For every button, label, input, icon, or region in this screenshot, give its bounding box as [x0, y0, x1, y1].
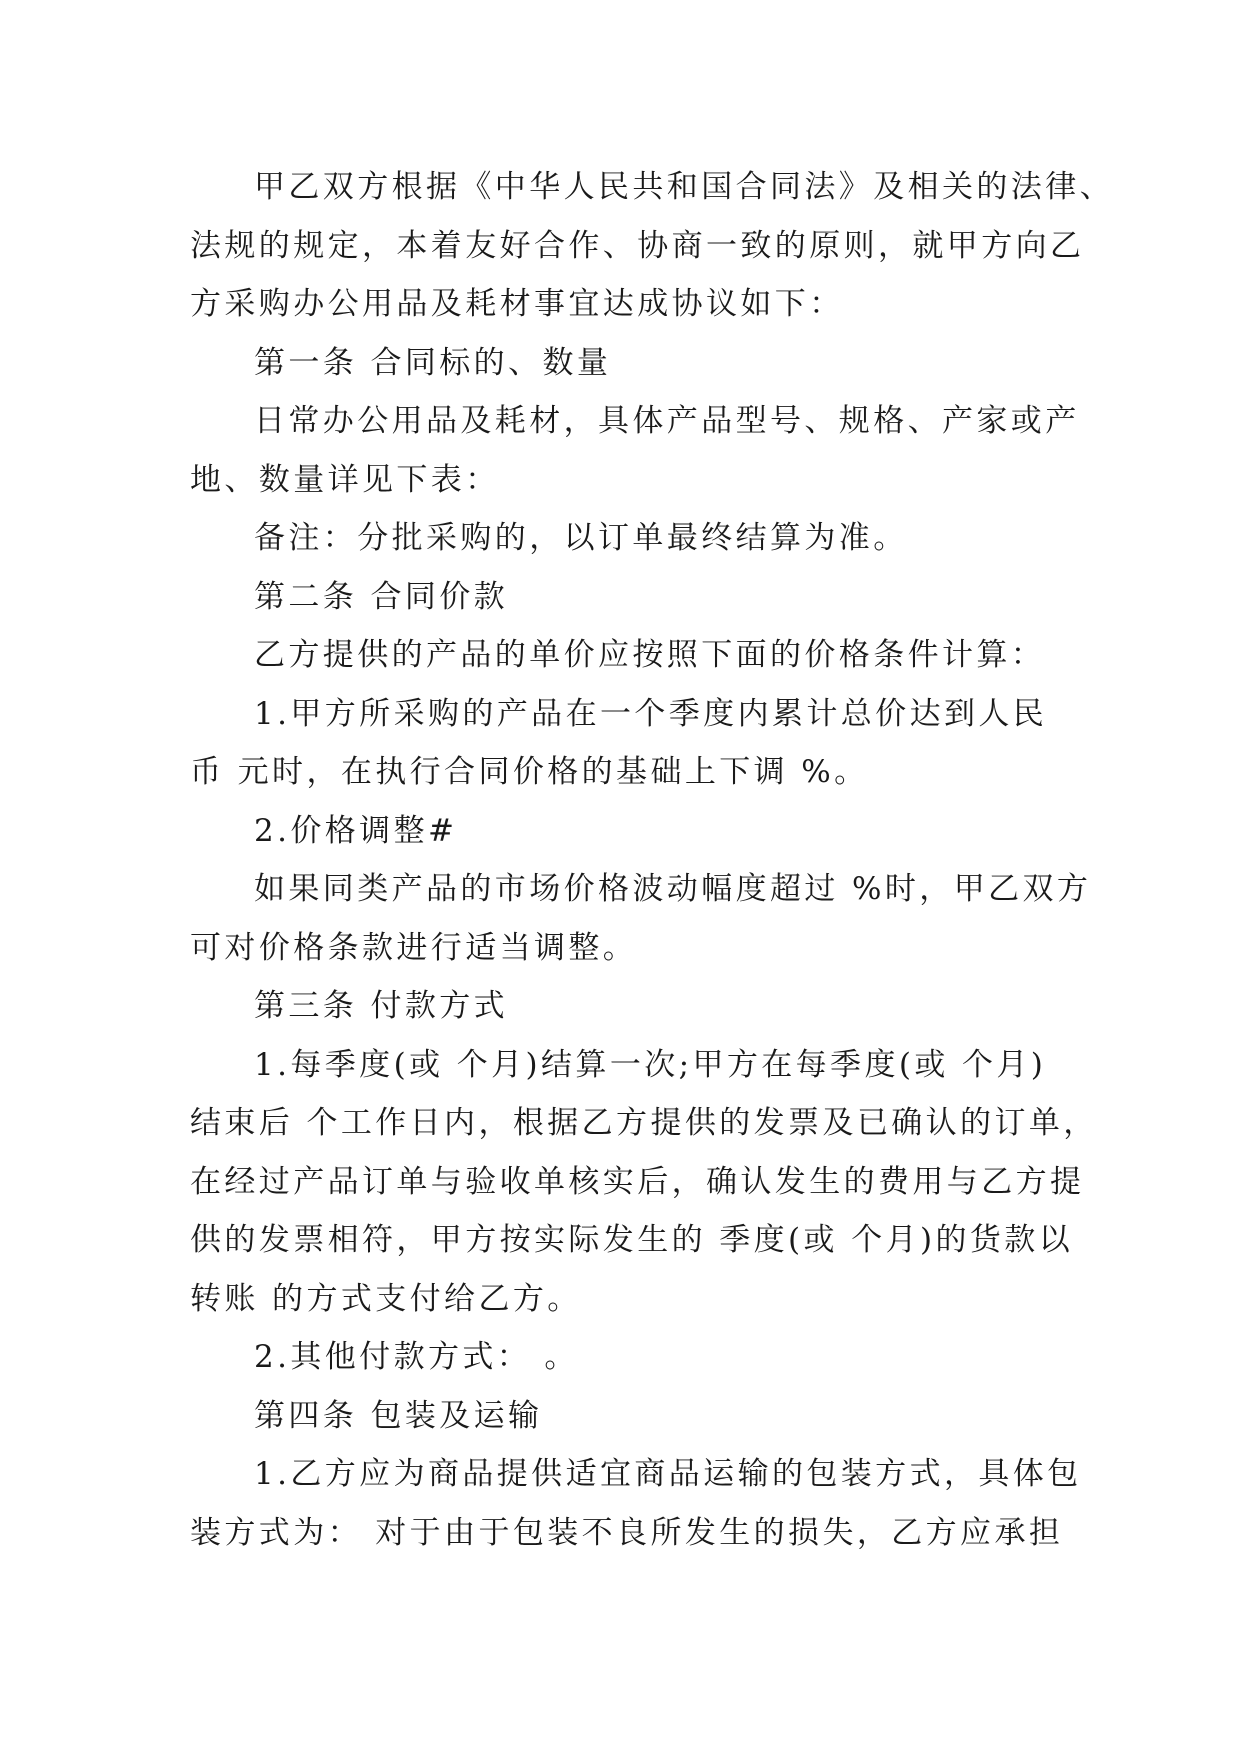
text-line: 1.甲方所采购的产品在一个季度内累计总价达到人民 [254, 695, 1048, 732]
text-line: 在经过产品订单与验收单核实后，确认发生的费用与乙方提 [190, 1163, 1085, 1200]
text-line: 结束后 个工作日内，根据乙方提供的发票及已确认的订单， [190, 1105, 1098, 1141]
text-line: 供的发票相符，甲方按实际发生的 季度(或 个月)的货款以 [190, 1222, 1074, 1258]
section-heading: 第三条 付款方式 [254, 988, 509, 1024]
text-line: 如果同类产品的市场价格波动幅度超过 %时，甲乙双方 [254, 871, 1092, 907]
section-heading: 第四条 包装及运输 [254, 1397, 543, 1434]
text-line: 可对价格条款进行适当调整。 [190, 929, 638, 966]
text-line: 币 元时，在执行合同价格的基础上下调 %。 [190, 754, 869, 790]
text-line: 2.价格调整# [254, 812, 458, 849]
section-heading: 第一条 合同标的、数量 [254, 344, 612, 381]
text-line: 日常办公用品及耗材，具体产品型号、规格、产家或产 [254, 403, 1080, 439]
text-line: 装方式为： 对于由于包装不良所发生的损失，乙方应承担 [190, 1514, 1064, 1551]
text-line: 法规的规定，本着友好合作、协商一致的原则，就甲方向乙 [190, 227, 1085, 264]
text-line: 转账 的方式支付给乙方。 [190, 1280, 582, 1317]
text-line: 1.每季度(或 个月)结算一次;甲方在每季度(或 个月) [254, 1046, 1047, 1083]
text-line: 乙方提供的产品的单价应按照下面的价格条件计算： [254, 637, 1046, 673]
text-line: 备注：分批采购的，以订单最终结算为准。 [254, 520, 908, 556]
text-line: 方采购办公用品及耗材事宜达成协议如下： [190, 286, 844, 322]
text-line: 2.其他付款方式： 。 [254, 1339, 579, 1375]
text-line: 地、数量详见下表： [190, 461, 500, 498]
section-heading: 第二条 合同价款 [254, 578, 509, 615]
text-line: 1.乙方应为商品提供适宜商品运输的包装方式，具体包 [254, 1456, 1082, 1492]
document-body [190, 158, 1114, 1562]
text-line: 甲乙双方根据《中华人民共和国合同法》及相关的法律、 [254, 169, 1114, 205]
